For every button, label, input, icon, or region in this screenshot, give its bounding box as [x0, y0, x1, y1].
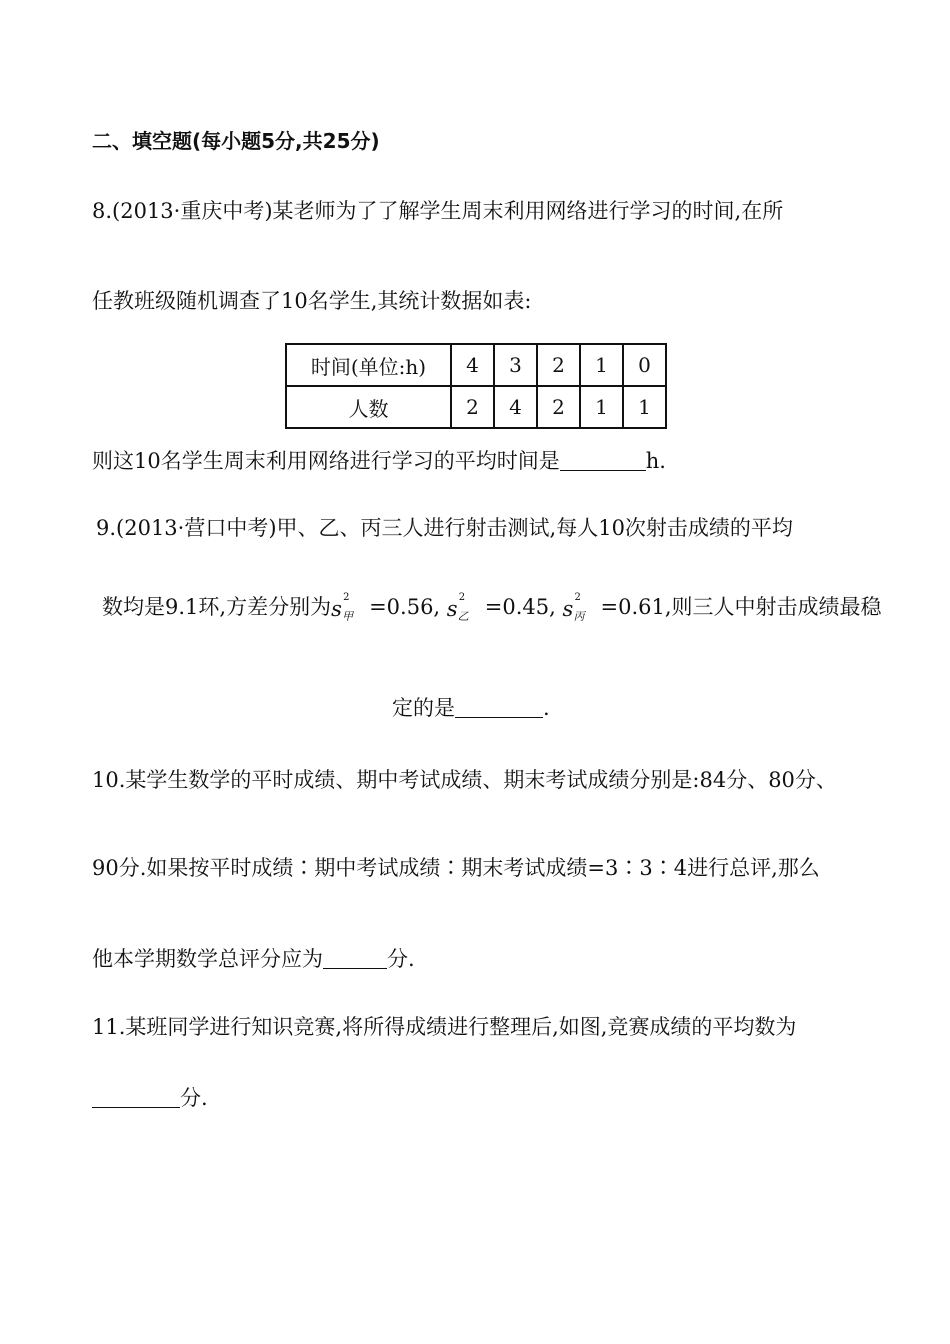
variance-value-bing: =0.61,: [600, 595, 672, 619]
subscript: 乙: [457, 610, 469, 623]
table-cell: 2: [537, 344, 580, 386]
subscript: 丙: [573, 610, 585, 623]
q9-line-1: 9.(2013·营口中考)甲、乙、丙三人进行射击测试,每人10次射击成绩的平均: [96, 516, 793, 540]
answer-blank[interactable]: [455, 697, 543, 718]
q8-line-1: 8.(2013·重庆中考)某老师为了了解学生周末利用网络进行学习的时间,在所: [92, 199, 784, 223]
s-symbol: s: [446, 597, 458, 621]
q8-data-table: [285, 343, 667, 429]
variance-value-jia: =0.56,: [369, 595, 441, 619]
variance-symbol-bing: [562, 592, 601, 623]
answer-blank[interactable]: [560, 450, 646, 471]
q8-answer-line: [92, 450, 666, 472]
q9-line-3-suffix: .: [543, 696, 550, 720]
answer-blank[interactable]: [323, 948, 387, 969]
table-cell: 1: [580, 386, 623, 428]
q10-line-1: 10.某学生数学的平时成绩、期中考试成绩、期末考试成绩分别是:84分、80分、: [92, 768, 837, 792]
q10-line-3-suffix: 分.: [387, 947, 415, 971]
q11-line-2: [92, 1087, 208, 1109]
table-row: [286, 386, 666, 428]
section-heading: 二、填空题(每小题5分,共25分): [92, 129, 380, 153]
subscript: 甲: [342, 610, 354, 623]
power: 2: [574, 592, 581, 603]
table-row: [286, 344, 666, 386]
q10-line-2: 90分.如果按平时成绩∶期中考试成绩∶期末考试成绩=3∶3∶4进行总评,那么: [92, 856, 820, 880]
q9-line-2-suffix: 则三人中射击成绩最稳: [671, 595, 882, 619]
table-cell: 4: [494, 386, 537, 428]
power: 2: [343, 592, 350, 603]
q8-answer-suffix: h.: [645, 449, 666, 473]
q8-answer-prefix: 则这10名学生周末利用网络进行学习的平均时间是: [92, 449, 560, 473]
variance-symbol-jia: [331, 592, 369, 623]
table-cell: 2: [537, 386, 580, 428]
table-cell: 3: [494, 344, 537, 386]
table-header-time: 时间(单位:h): [286, 344, 451, 386]
table-cell: 4: [451, 344, 494, 386]
table-header-count: 人数: [286, 386, 451, 428]
q9-line-2-prefix: 数均是9.1环,方差分别为: [102, 595, 332, 619]
s-symbol: s: [562, 597, 574, 621]
q9-line-2: [102, 592, 882, 623]
answer-blank[interactable]: [92, 1087, 180, 1108]
power: 2: [458, 592, 466, 603]
table-cell: 2: [451, 386, 494, 428]
variance-value-yi: =0.45,: [484, 595, 556, 619]
q10-line-3: [92, 948, 415, 970]
q9-line-3: [392, 697, 550, 719]
s-symbol: s: [331, 597, 342, 621]
q9-line-3-prefix: 定的是: [392, 696, 455, 720]
q11-line-1: 11.某班同学进行知识竞赛,将所得成绩进行整理后,如图,竞赛成绩的平均数为: [92, 1015, 797, 1039]
table-cell: 1: [580, 344, 623, 386]
table-cell: 1: [623, 386, 666, 428]
q8-line-2: 任教班级随机调查了10名学生,其统计数据如表:: [92, 289, 532, 313]
table-cell: 0: [623, 344, 666, 386]
q10-line-3-prefix: 他本学期数学总评分应为: [92, 947, 323, 971]
variance-symbol-yi: [446, 592, 485, 623]
q11-line-2-suffix: 分.: [180, 1086, 208, 1110]
